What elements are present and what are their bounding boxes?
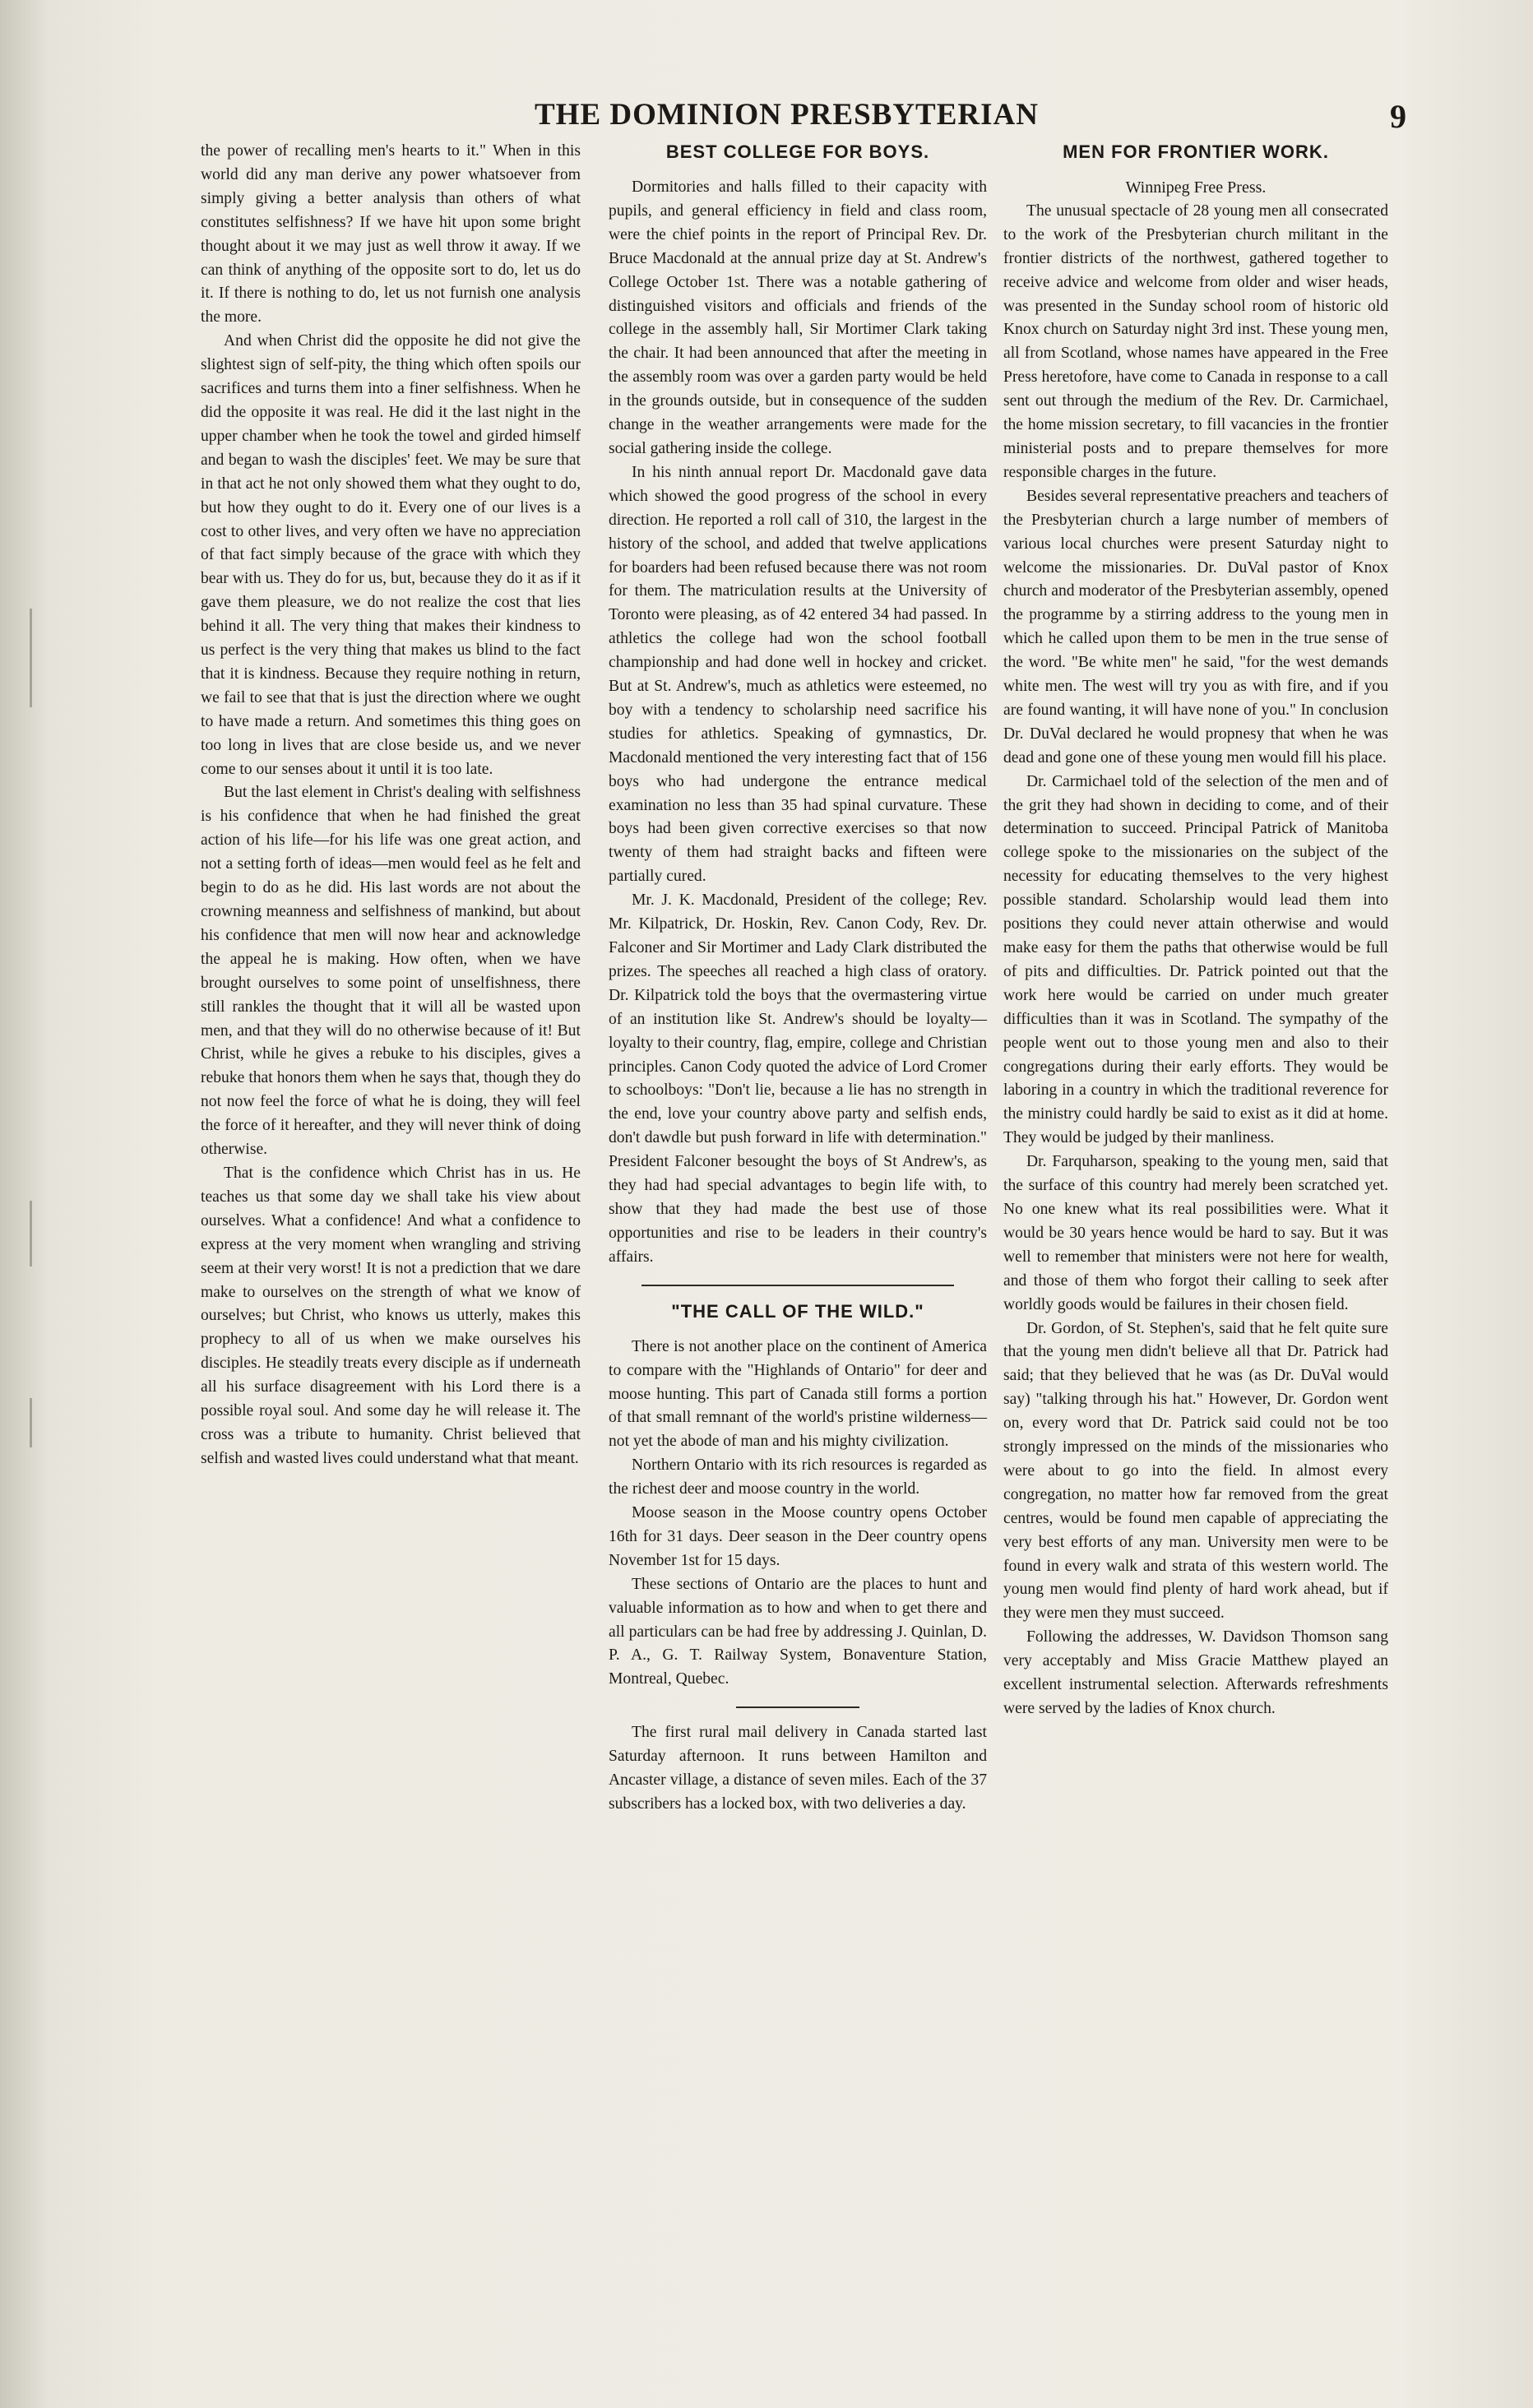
paragraph: There is not another place on the continent of America to compare with the "Highlands of Ontario" for deer and moose hunting. This part of Canada still forms a portion of that small remnant of the world's pristine wilderness—not yet the abode of man and his mighty civilization.: [609, 1337, 987, 1451]
divider: [736, 1706, 859, 1708]
paragraph: Dormitories and halls filled to their capacity with pupils, and general efficiency in field and class room, were the chief points in the report of Principal Rev. Dr. Bruce Macdonald at the annual prize day at St. Andrew's College October 1st. There was a notable gathering of distinguished visitors and officials and friends of the college in the assembly hall, Sir Mortimer Clark taking the chair. It had been announced that after the meeting in the assembly room was over a garden party would be held in the grounds outside, but in consequence of the sudden change in the weather arrangements were made for the social gathering inside the college.: [609, 178, 987, 457]
paragraph: The unusual spectacle of 28 young men all consecrated to the work of the Presbyterian church militant in the frontier districts of the northwest, gathered together to receive advice and welcome from older and wiser heads, was presented in the Sunday school room of historic old Knox church on Saturday night 3rd inst. These young men, all from Scotland, whose names have appeared in the Free Press heretofore, have come to Canada in response to a call sent out through the medium of the Rev. Dr. Carmichael, the home mission secretary, to fill vacancies in the frontier ministerial posts and to prepare themselves for more responsible charges in the future.: [1003, 201, 1388, 481]
divider: [641, 1285, 954, 1286]
paragraph: Dr. Gordon, of St. Stephen's, said that he felt quite sure that the young men didn't believe all that Dr. Patrick had said; that they believed that he was (as Dr. DuVal would say) "talking through his hat." However, Dr. Gordon went on, every word that Dr. Patrick said could not be too strongly impressed on the minds of the missionaries who were about to go into the field. In almost every congregation, no matter how far removed from the great centres, would be found men capable of appreciating the very best efforts of any man. University men were to be found in every walk and strata of this western world. The young men would find plenty of hard work ahead, but if they were men they must succeed.: [1003, 1319, 1388, 1623]
column-3: [1003, 140, 1388, 1721]
article-heading: "THE CALL OF THE WILD.": [671, 1300, 924, 1322]
paragraph: Moose season in the Moose country opens October 16th for 31 days. Deer season in the Deer country opens November 1st for 15 days.: [609, 1504, 987, 1569]
paragraph: The first rural mail delivery in Canada started last Saturday afternoon. It runs between Hamilton and Ancaster village, a distance of seven miles. Each of the 37 subscribers has a locked box, with two deliveries a day.: [609, 1724, 987, 1813]
paragraph: the power of recalling men's hearts to it." When in this world did any man derive any power whatsoever from simply giving a better analysis than others of what constitutes selfishness? If we have hit upon some bright thought about it we may just as well throw it away. If we can think of anything of the opposite sort to do, let us do it. If there is nothing to do, let us not furnish one analysis the more.: [201, 142, 581, 326]
byline: Winnipeg Free Press.: [1125, 178, 1267, 197]
paragraph: Mr. J. K. Macdonald, President of the college; Rev. Mr. Kilpatrick, Dr. Hoskin, Rev. Canon Cody, Rev. Dr. Falconer and Sir Mortimer and Lady Clark distributed the prizes. The speeches all reached a high class of oratory. Dr. Kilpatrick told the boys that the overmastering virtue of an institution like St. Andrew's should be loyalty—loyalty to their country, flag, empire, college and Christian principles. Canon Cody quoted the advice of Lord Cromer to schoolboys: "Don't lie, because a lie has no strength in the end, love your country above party and selfish ends, don't dawdle but push forward in life with determination." President Falconer besought the boys of St Andrew's, as they had had special advantages to begin life with, to show that they had made the best use of those opportunities and rise to be leaders in their country's affairs.: [609, 891, 987, 1266]
margin-mark: [30, 1201, 39, 1267]
paragraph: And when Christ did the opposite he did not give the slightest sign of self-pity, the thing which often spoils our sacrifices and turns them into a finer selfishness. When he did the opposite it was real. He did it the last night in the upper chamber when he took the towel and girded himself and began to wash the disciples' feet. We may be sure that in that act he not only showed them what they ought to do, but how they ought to do it. Every one of our lives is a cost to other lives, and very often we have no appreciation of that fact simply because of the grace with which they bear with us. They do for us, but, because they do it as if it gave them pleasure, we do not realize the cost that lies behind it all. The very thing that makes their kindness to us perfect is the very thing that makes us blind to the fact that it is kindness. Because they require nothing in return, we fail to see that that is just the direction where we ought to have made a return. And sometimes this thing goes on too long in lives that are close beside us, and we never come to our senses about it until it is too late.: [201, 332, 581, 778]
paragraph: Besides several representative preachers and teachers of the Presbyterian church a large number of members of various local churches were present Saturday night to welcome the missionaries. Dr. DuVal pastor of Knox church and moderator of the Presbyterian assembly, opened the programme by a stirring address to the young men in which he called upon them to be men in the true sense of the word. "Be white men" he said, "for the west demands white men. The west will try you as with fire, and if you are found wanting, it will have none of you." In conclusion Dr. DuVal declared he would propnesy that when he was dead and gone one of these young men would fill his place.: [1003, 487, 1388, 766]
paragraph: Northern Ontario with its rich resources is regarded as the richest deer and moose country in the world.: [609, 1456, 987, 1498]
paragraph: These sections of Ontario are the places to hunt and valuable information as to how and when to get there and all particulars can be had free by addressing J. Quinlan, D. P. A., G. T. Railway System, Bonaventure Station, Montreal, Quebec.: [609, 1575, 987, 1688]
column-1: [201, 140, 581, 1471]
paragraph: Following the addresses, W. Davidson Thomson sang very acceptably and Miss Gracie Matthew played an excellent instrumental selection. Afterwards refreshments were served by the ladies of Knox church.: [1003, 1628, 1388, 1717]
masthead: THE DOMINION PRESBYTERIAN: [535, 98, 1039, 132]
margin-mark: [30, 609, 39, 707]
column-2: [609, 140, 987, 1817]
paragraph: That is the confidence which Christ has in us. He teaches us that some day we shall take his view about ourselves. What a confidence! And what a confidence to express at the very moment when wrangling and striving seem at their very worst! It is not a prediction that we dare make to ourselves on the strength of what we know of ourselves; but Christ, who knows us utterly, makes this prophecy to all of us when we make ourselves his disciples. He steadily treats every disciple as if underneath all his surface disagreement with his Lord there is a possible royal soul. And some day he will release it. The cross was a tribute to humanity. Christ believed that selfish and wasted lives could understand what that meant.: [201, 1164, 581, 1467]
article-heading: BEST COLLEGE FOR BOYS.: [665, 141, 930, 162]
margin-mark: [30, 1398, 39, 1447]
article-heading: MEN FOR FRONTIER WORK.: [1063, 141, 1329, 162]
paragraph: But the last element in Christ's dealing with selfishness is his confidence that when he had finished the great action of his life—for his life was one great action, and not a setting forth of ideas—men would feel as he felt and begin to do as he did. His last words are not about the crowning meanness and selfishness of mankind, but about his confidence that men will now hear and acknowledge the appeal he is making. How often, when we have brought ourselves to some point of unselfishness, there still rankles the thought that it will all be wasted upon men, and that they will do no otherwise because of it! But Christ, while he gives a rebuke to his disciples, gives a rebuke that honors them when he says that, though they do not now feel the force of what he is doing, they will feel the force of it hereafter, and they will never think of doing otherwise.: [201, 784, 581, 1159]
paragraph: Dr. Carmichael told of the selection of the men and of the grit they had shown in deciding to come, and of their determination to succeed. Principal Patrick of Manitoba college spoke to the missionaries on the subject of the necessity for educating themselves to the very highest possible standard. Scholarship would lead them into positions they could never attain otherwise and would make easy for them the paths that otherwise would be full of pits and difficulties. Dr. Patrick pointed out that the work here would be carried on under much greater difficulties than it was in Scotland. The sympathy of the people went out to those young men and also to their congregations during their early efforts. They would be laboring in a country in which the traditional reverence for the ministry could hardly be said to exist as it did at home. They would be judged by their manliness.: [1003, 772, 1388, 1147]
paragraph: In his ninth annual report Dr. Macdonald gave data which showed the good progress of the school in every direction. He reported a roll call of 310, the largest in the history of the school, and added that twelve applications for boarders had been refused because there was not room for them. The matriculation results at the University of Toronto were pleasing, as of 42 entered 34 had passed. In athletics the college had won the school football championship and had done well in hockey and cricket. But at St. Andrew's, much as athletics were esteemed, no boy with a tendency to scholarship need sacrifice his studies for athletics. Speaking of gymnastics, Dr. Macdonald mentioned the very interesting fact that of 156 boys who had undergone the entrance medical examination no less than 35 had spinal curvature. These boys had been given corrective exercises so that now twenty of them had straight backs and fifteen were partially cured.: [609, 463, 987, 886]
paragraph: Dr. Farquharson, speaking to the young men, said that the surface of this country had merely been scratched yet. No one knew what its real possibilities were. What it would be 30 years hence would be hard to say. But it was well to remember that ministers were not here for wealth, and those of them who forgot their calling to seek after worldly goods would be failures in their chosen field.: [1003, 1153, 1388, 1313]
page-number: 9: [1390, 98, 1406, 135]
